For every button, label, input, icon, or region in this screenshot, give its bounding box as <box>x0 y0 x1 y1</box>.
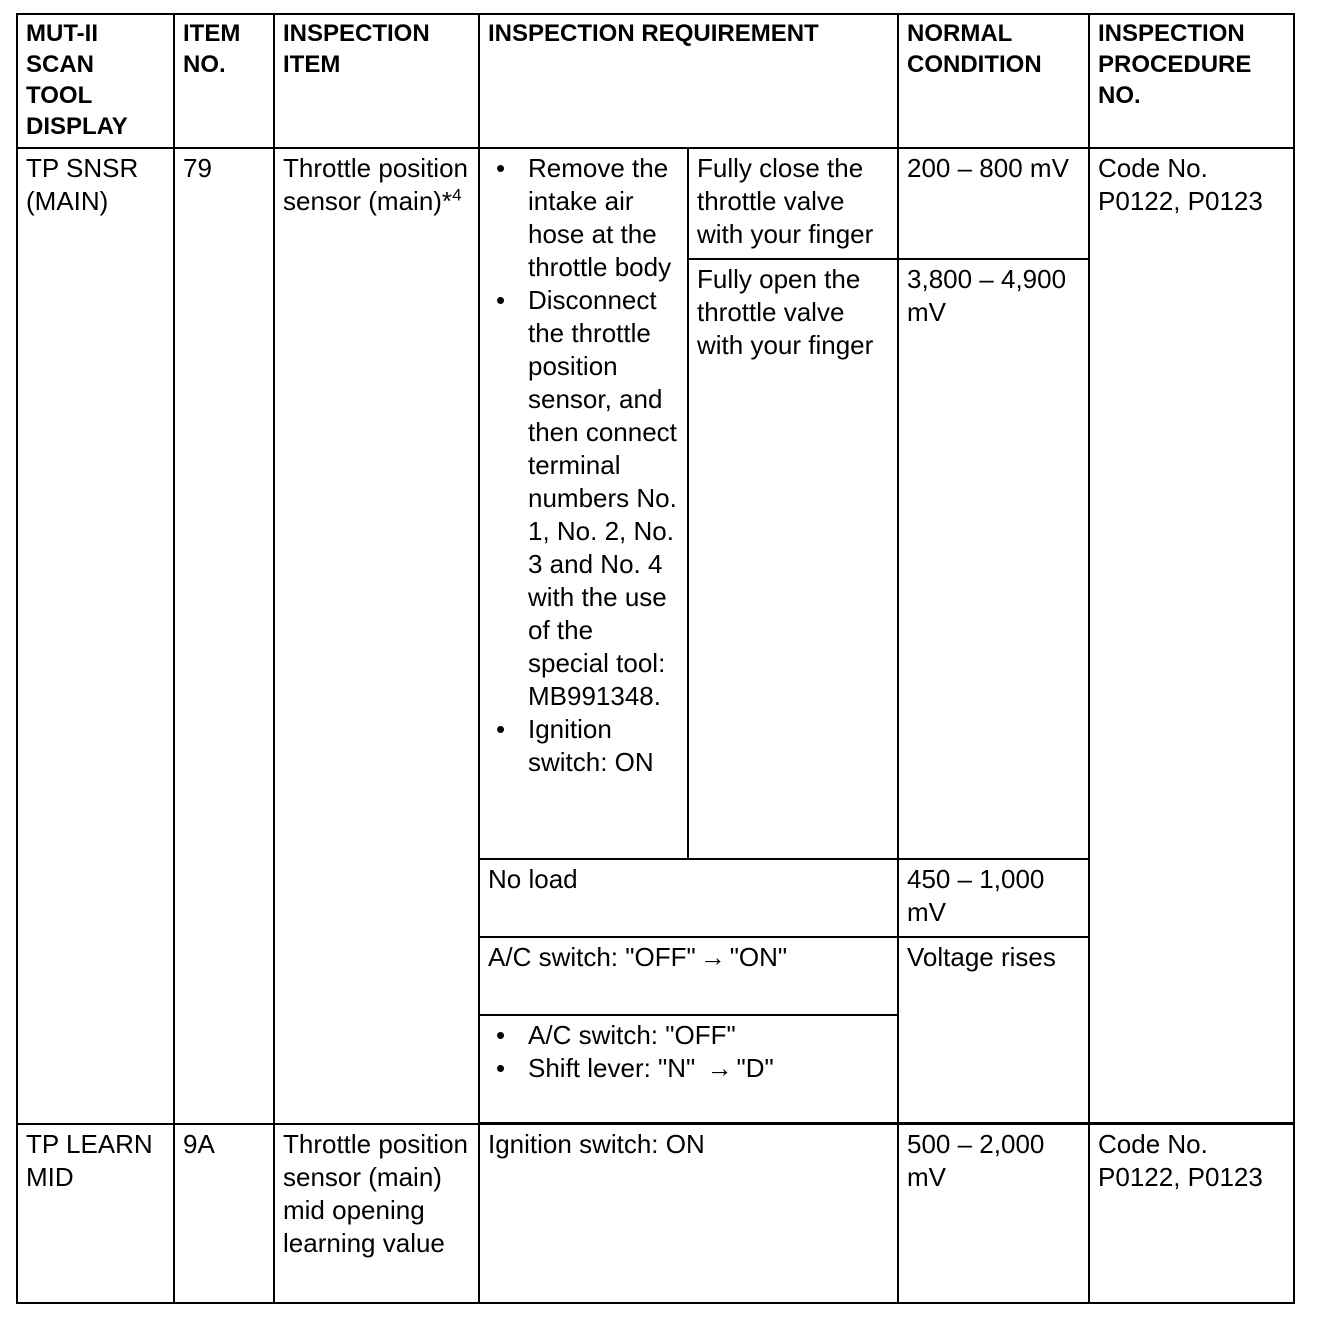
list-item: • Remove the intake air hose at the throttle body <box>528 152 679 284</box>
table-row <box>17 148 1294 259</box>
header-normal-condition: NORMAL CONDITION <box>898 14 1089 148</box>
list-item: • Shift lever: "N" → "D" <box>528 1052 889 1085</box>
item-footnote: 4 <box>452 185 462 205</box>
header-item-no: ITEM NO. <box>174 14 274 148</box>
requirement-list <box>488 152 679 779</box>
header-display: MUT-II SCAN TOOL DISPLAY <box>17 14 174 148</box>
cell-normal-no-load: 450 – 1,000 mV <box>898 859 1089 937</box>
cell-display: TP SNSR (MAIN) <box>17 148 174 1124</box>
arrow-icon: → <box>699 942 726 972</box>
cell-ac-switch: A/C switch: "OFF" → "ON" <box>479 937 898 1015</box>
inspection-table <box>16 13 1295 1304</box>
shift-list <box>488 1019 889 1085</box>
cell-procedure: Code No. P0122, P0123 <box>1089 1124 1294 1303</box>
item-text: Throttle position sensor (main)* <box>283 153 468 216</box>
list-item: • A/C switch: "OFF" <box>528 1019 889 1052</box>
cell-requirement: Ignition switch: ON <box>479 1124 898 1303</box>
cell-inspection-item <box>274 148 479 1124</box>
header-row <box>17 14 1294 148</box>
cell-normal-open: 3,800 – 4,900 mV <box>898 259 1089 859</box>
list-item: • Ignition switch: ON <box>528 713 679 779</box>
cell-display: TP LEARN MID <box>17 1124 174 1303</box>
cell-item-no: 9A <box>174 1124 274 1303</box>
cell-requirement-bullets <box>479 148 688 859</box>
header-procedure: INSPECTION PROCEDURE NO. <box>1089 14 1294 148</box>
header-inspection-item: INSPECTION ITEM <box>274 14 479 148</box>
cell-item-no: 79 <box>174 148 274 1124</box>
cell-sub-open: Fully open the throttle valve with your finger <box>688 259 898 859</box>
cell-normal: 500 – 2,000 mV <box>898 1124 1089 1303</box>
cell-no-load: No load <box>479 859 898 937</box>
cell-normal-close: 200 – 800 mV <box>898 148 1089 259</box>
cell-inspection-item: Throttle position sensor (main) mid opening learning value <box>274 1124 479 1303</box>
cell-sub-close: Fully close the throttle valve with your finger <box>688 148 898 259</box>
arrow-icon: → <box>706 1053 733 1083</box>
cell-procedure: Code No. P0122, P0123 <box>1089 148 1294 1123</box>
list-item: • Disconnect the throttle position sensor, and then connect terminal numbers No. 1, No. 2, No. 3 and No. 4 with the use of the special tool: MB991348. <box>528 284 679 713</box>
table-row <box>17 1124 1294 1303</box>
header-requirement: INSPECTION REQUIREMENT <box>479 14 898 148</box>
cell-normal-ac: Voltage rises <box>898 937 1089 1123</box>
cell-shift-lever <box>479 1015 898 1123</box>
